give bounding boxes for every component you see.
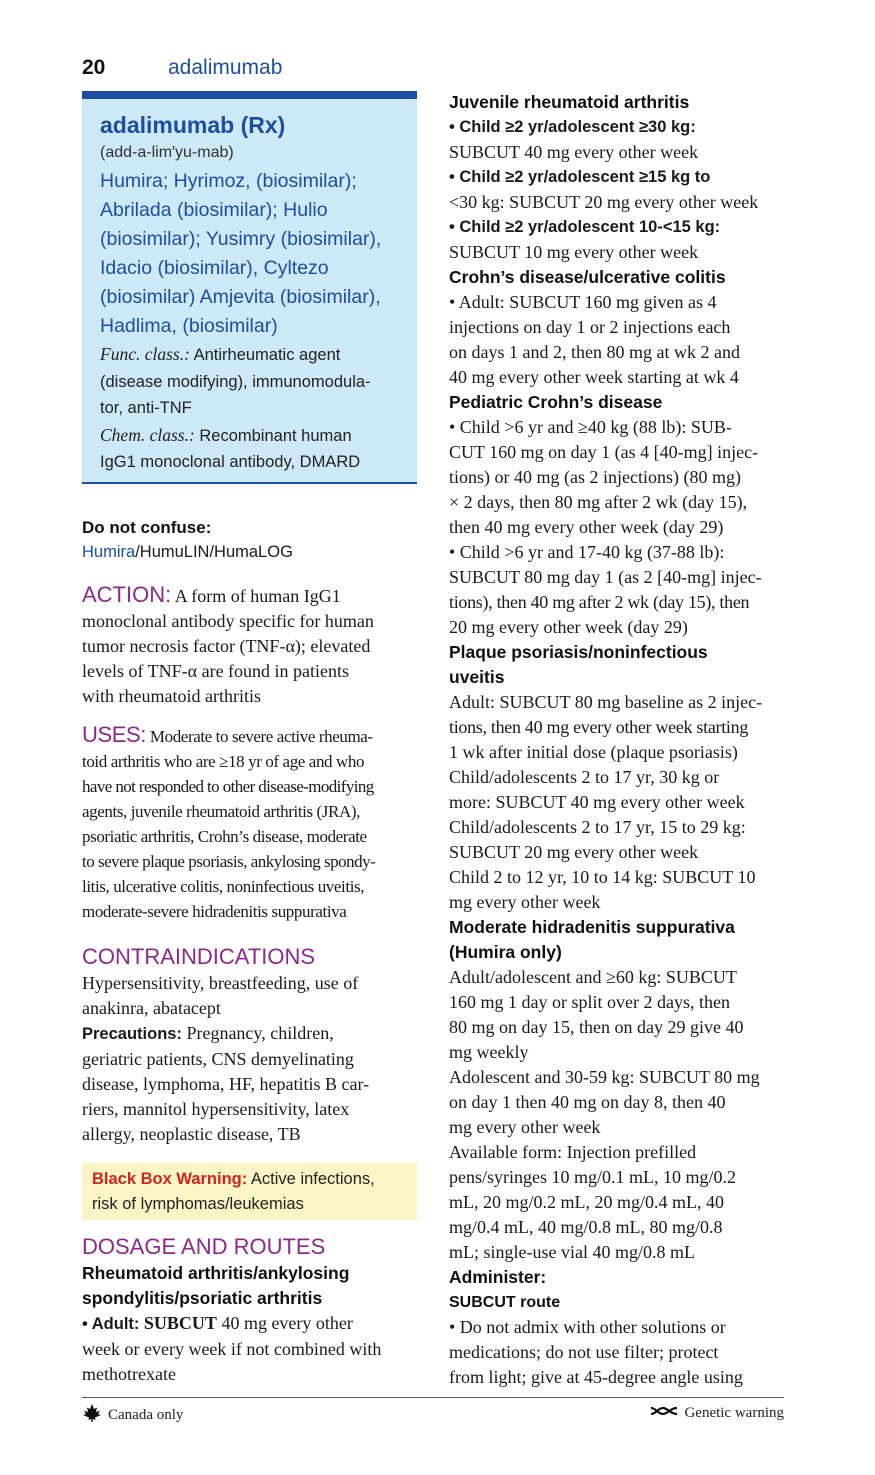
maple-leaf-icon xyxy=(82,1404,102,1427)
crohn-text: 40 mg every other week starting at wk 4 xyxy=(449,367,739,387)
pediatric-crohn-heading: Pediatric Crohn’s disease xyxy=(449,392,663,412)
contraindications-section xyxy=(82,943,417,1147)
plaque-text: Child 2 to 12 yr, 10 to 14 kg: SUBCUT 10 xyxy=(449,867,756,887)
ped-text: tions) or 40 mg (as 2 injections) (80 mg) xyxy=(449,467,741,487)
precautions-label: Precautions: xyxy=(82,1025,182,1043)
confuse-rest: /HumuLIN/HumaLOG xyxy=(135,543,293,561)
administer-text: from light; give at 45-degree angle using xyxy=(449,1367,743,1387)
available-form-text: Available form: Injection prefilled xyxy=(449,1142,697,1162)
footer-right-text: Genetic warning xyxy=(684,1405,784,1421)
footer-right xyxy=(650,1404,784,1423)
jra-dose-label: • Child ≥2 yr/adolescent ≥30 kg: xyxy=(449,118,696,136)
precautions-text: riers, mannitol hypersensitivity, latex xyxy=(82,1099,350,1119)
page-number: 20 xyxy=(82,56,106,79)
dosage-subheading: spondylitis/psoriatic arthritis xyxy=(82,1288,323,1308)
jra-dose-text: <30 kg: SUBCUT 20 mg every other week xyxy=(449,192,759,212)
adult-dose-text: week or every week if not combined with xyxy=(82,1339,382,1359)
hs-text: 80 mg on day 15, then on day 29 give 40 xyxy=(449,1017,744,1037)
hs-text: 160 mg 1 day or split over 2 days, then xyxy=(449,992,730,1012)
precautions-text: allergy, neoplastic disease, TB xyxy=(82,1124,301,1144)
plaque-text: tions, then 40 mg every other week starting xyxy=(449,717,749,737)
func-class-text: Antirheumatic agent xyxy=(189,346,341,364)
brand-line: Abrilada (biosimilar); Hulio xyxy=(100,199,328,221)
func-class-text: tor, anti-TNF xyxy=(100,399,192,417)
ped-text: × 2 days, then 80 mg after 2 wk (day 15), xyxy=(449,492,748,512)
dosage-heading: DOSAGE AND ROUTES xyxy=(82,1234,326,1259)
jra-dose-text: SUBCUT 10 mg every other week xyxy=(449,242,699,262)
uses-text: agents, juvenile rheumatoid arthritis (JRA), xyxy=(82,802,360,821)
hs-text: mg weekly xyxy=(449,1042,529,1062)
precautions-text: disease, lymphoma, HF, hepatitis B car- xyxy=(82,1074,370,1094)
ped-text: • Child >6 yr and 17-40 kg (37-88 lb): xyxy=(449,542,725,562)
adult-dose-text: methotrexate xyxy=(82,1364,176,1384)
crohn-text: injections on day 1 or 2 injections each xyxy=(449,317,731,337)
available-form-text: mg/0.4 mL, 40 mg/0.8 mL, 80 mg/0.8 xyxy=(449,1217,723,1237)
precautions-text: Pregnancy, children, xyxy=(181,1023,334,1043)
action-text: monoclonal antibody specific for human xyxy=(82,611,374,631)
dosage-subheading: Rheumatoid arthritis/ankylosing xyxy=(82,1263,350,1283)
contra-text: anakinra, abatacept xyxy=(82,998,221,1018)
ped-text: 20 mg every other week (day 29) xyxy=(449,617,688,637)
brand-line: Hadlima, (biosimilar) xyxy=(100,315,278,337)
action-text: A form of human IgG1 xyxy=(171,586,341,606)
footer-left xyxy=(82,1404,183,1427)
chem-class-label: Chem. class.: xyxy=(100,424,195,445)
hs-text: Adolescent and 30-59 kg: SUBCUT 80 mg xyxy=(449,1067,760,1087)
func-class-text: (disease modifying), immunomodula- xyxy=(100,372,371,391)
uses-text: have not responded to other disease-modifying xyxy=(82,777,374,796)
crohn-text: on days 1 and 2, then 80 mg at wk 2 and xyxy=(449,342,740,362)
drug-title: adalimumab (Rx) xyxy=(100,112,286,138)
uses-text: to severe plaque psoriasis, ankylosing spondy- xyxy=(82,852,376,871)
crohn-heading: Crohn’s disease/ulcerative colitis xyxy=(449,267,726,287)
brand-line: Idacio (biosimilar), Cyltezo xyxy=(100,257,329,279)
dna-icon xyxy=(650,1404,678,1423)
uses-text: toid arthritis who are ≥18 yr of age and who xyxy=(82,752,365,771)
administer-text: medications; do not use filter; protect xyxy=(449,1342,719,1362)
drug-monograph-box xyxy=(82,91,417,484)
action-text: levels of TNF-α are found in patients xyxy=(82,661,350,681)
dosage-section xyxy=(82,1233,417,1387)
hs-heading: Moderate hidradenitis suppurativa xyxy=(449,917,735,937)
ped-text: then 40 mg every other week (day 29) xyxy=(449,517,724,537)
hs-text: Adult/adolescent and ≥60 kg: SUBCUT xyxy=(449,967,737,987)
plaque-text: 1 wk after initial dose (plaque psoriasis) xyxy=(449,742,738,762)
confuse-label: Do not confuse: xyxy=(82,518,212,537)
pronunciation: (add-a-lim′yu-mab) xyxy=(100,144,234,161)
brand-line: Humira; Hyrimoz, (biosimilar); xyxy=(100,170,357,192)
running-title: adalimumab xyxy=(168,56,283,79)
administer-text: • Do not admix with other solutions or xyxy=(449,1317,726,1337)
adult-label: • Adult: xyxy=(82,1315,140,1333)
footer-divider xyxy=(82,1397,784,1398)
brand-line: (biosimilar); Yusimry (biosimilar), xyxy=(100,228,382,250)
footer-left-text: Canada only xyxy=(108,1407,184,1423)
contraindications-heading: CONTRAINDICATIONS xyxy=(82,944,316,969)
chem-class-text: IgG1 monoclonal antibody, DMARD xyxy=(100,453,361,471)
uses-text: Moderate to severe active rheuma- xyxy=(146,727,373,746)
functional-class xyxy=(100,341,401,422)
available-form-text: pens/syringes 10 mg/0.1 mL, 10 mg/0.2 xyxy=(449,1167,736,1187)
hs-heading: (Humira only) xyxy=(449,942,562,962)
uses-section xyxy=(82,722,417,924)
brand-line: (biosimilar) Amjevita (biosimilar), xyxy=(100,286,381,308)
do-not-confuse xyxy=(82,515,417,565)
black-box-warning xyxy=(82,1163,417,1220)
adult-route: SUBCUT xyxy=(139,1313,217,1333)
hs-text: on day 1 then 40 mg on day 8, then 40 xyxy=(449,1092,726,1112)
action-heading: ACTION: xyxy=(82,582,172,607)
brand-names xyxy=(100,167,401,341)
plaque-text: Adult: SUBCUT 80 mg baseline as 2 injec- xyxy=(449,692,763,712)
bbw-text: risk of lymphomas/leukemias xyxy=(92,1195,304,1213)
hs-text: mg every other week xyxy=(449,1117,601,1137)
precautions-text: geriatric patients, CNS demyelinating xyxy=(82,1049,354,1069)
ped-text: SUBCUT 80 mg day 1 (as 2 [40-mg] injec- xyxy=(449,567,762,587)
uses-heading: USES: xyxy=(82,722,147,747)
administer-heading: Administer: xyxy=(449,1267,547,1287)
plaque-text: mg every other week xyxy=(449,892,601,912)
action-text: tumor necrosis factor (TNF-α); elevated xyxy=(82,636,371,656)
uses-text: psoriatic arthritis, Crohn’s disease, moderate xyxy=(82,827,367,846)
jra-dose-label: • Child ≥2 yr/adolescent 10-<15 kg: xyxy=(449,218,721,236)
action-section xyxy=(82,582,417,709)
chem-class-text: Recombinant human xyxy=(194,426,352,445)
available-form-text: mL, 20 mg/0.2 mL, 20 mg/0.4 mL, 40 xyxy=(449,1192,724,1212)
ped-text: CUT 160 mg on day 1 (as 4 [40-mg] injec- xyxy=(449,442,759,462)
jra-heading: Juvenile rheumatoid arthritis xyxy=(449,92,690,112)
plaque-heading: uveitis xyxy=(449,667,505,687)
action-text: with rheumatoid arthritis xyxy=(82,686,261,706)
available-form-text: mL; single-use vial 40 mg/0.8 mL xyxy=(449,1242,695,1262)
page-header xyxy=(82,54,802,84)
ped-text: tions), then 40 mg after 2 wk (day 15), then xyxy=(449,592,750,612)
plaque-text: more: SUBCUT 40 mg every other week xyxy=(449,792,745,812)
adult-dose-text: 40 mg every other xyxy=(216,1313,353,1333)
bbw-text: Active infections, xyxy=(247,1170,375,1188)
plaque-text: SUBCUT 20 mg every other week xyxy=(449,842,699,862)
bbw-label: Black Box Warning: xyxy=(92,1170,248,1188)
contra-text: Hypersensitivity, breastfeeding, use of xyxy=(82,973,359,993)
crohn-text: • Adult: SUBCUT 160 mg given as 4 xyxy=(449,292,717,312)
jra-dose-text: SUBCUT 40 mg every other week xyxy=(449,142,699,162)
uses-text: litis, ulcerative colitis, noninfectious uveitis, xyxy=(82,877,365,896)
func-class-label: Func. class.: xyxy=(100,344,190,364)
plaque-text: Child/adolescents 2 to 17 yr, 30 kg or xyxy=(449,767,720,787)
plaque-heading: Plaque psoriasis/noninfectious xyxy=(449,642,708,662)
chemical-class xyxy=(100,422,401,476)
subcut-route-heading: SUBCUT route xyxy=(449,1294,561,1311)
right-column xyxy=(449,90,784,1390)
confuse-name: Humira xyxy=(82,543,136,561)
plaque-text: Child/adolescents 2 to 17 yr, 15 to 29 kg: xyxy=(449,817,746,837)
ped-text: • Child >6 yr and ≥40 kg (88 lb): SUB- xyxy=(449,417,732,437)
uses-text: moderate-severe hidradenitis suppurativa xyxy=(82,902,347,921)
jra-dose-label: • Child ≥2 yr/adolescent ≥15 kg to xyxy=(449,168,711,186)
